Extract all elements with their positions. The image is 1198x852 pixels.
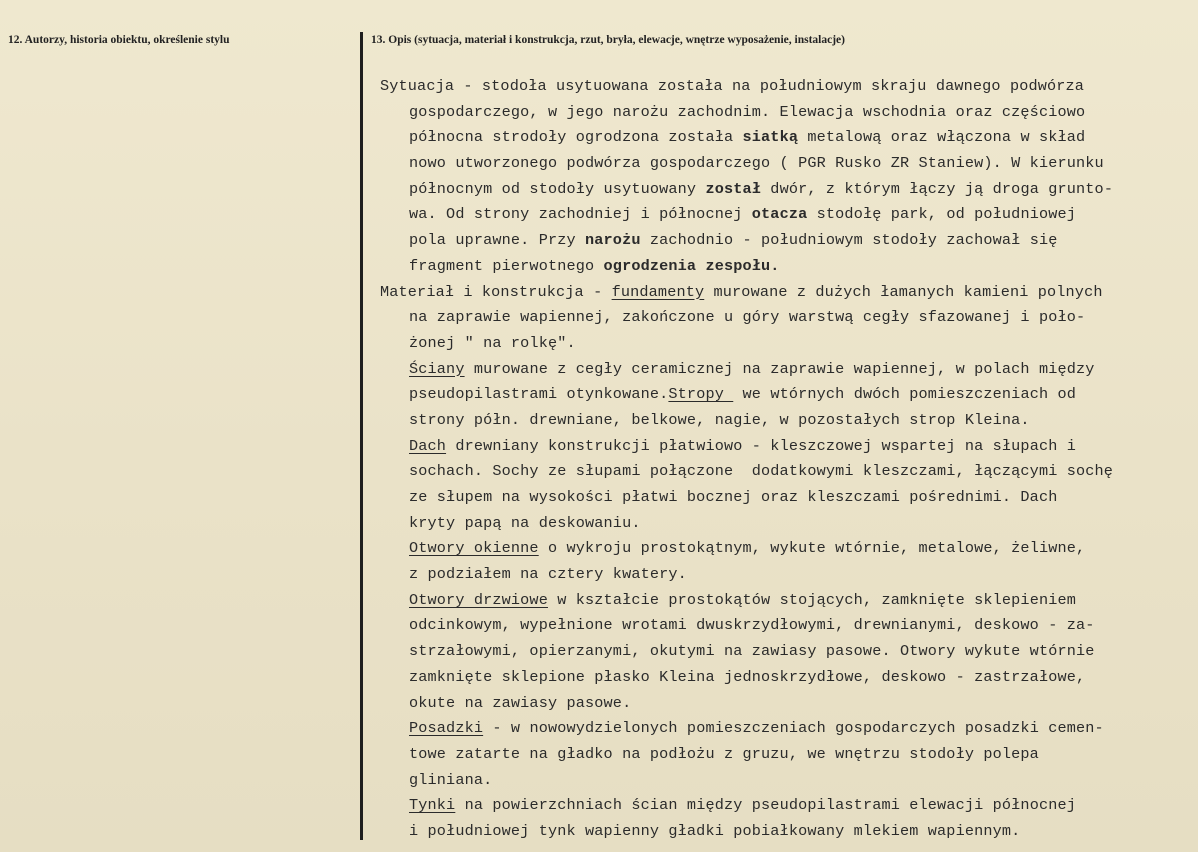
text-segment: murowane z cegły ceramicznej na zaprawie wapiennej, w polach między bbox=[464, 359, 1095, 378]
text-line bbox=[380, 125, 1180, 151]
underlined-term: Otwory drzwiowe bbox=[409, 590, 548, 609]
text-line bbox=[380, 151, 1180, 177]
text-line bbox=[380, 511, 1180, 537]
text-segment: w kształcie prostokątów stojących, zamknięte sklepieniem bbox=[547, 590, 1077, 609]
text-line bbox=[380, 536, 1180, 562]
text-line bbox=[380, 74, 1180, 100]
text-segment: fragment pierwotnego bbox=[409, 256, 604, 275]
text-line bbox=[380, 793, 1180, 819]
text-line bbox=[380, 459, 1180, 485]
text-line bbox=[380, 691, 1180, 717]
text-segment: strzałowymi, opierzanymi, okutymi na zawiasy pasowe. Otwory wykute wtórnie bbox=[409, 642, 1095, 661]
text-segment: północna strodoły ogrodzona została bbox=[409, 128, 743, 147]
text-line bbox=[380, 357, 1180, 383]
text-line bbox=[380, 280, 1180, 306]
text-segment: zamknięte sklepione płasko Kleina jednoskrzydłowe, deskowo - zastrzałowe, bbox=[409, 667, 1086, 686]
text-line bbox=[380, 254, 1180, 280]
text-segment: o wykroju prostokątnym, wykute wtórnie, metalowe, żeliwne, bbox=[538, 539, 1086, 558]
text-line bbox=[380, 819, 1180, 845]
section-12-heading: 12. Autorzy, historia obiektu, określenie stylu bbox=[8, 34, 230, 46]
underlined-term: Otwory okienne bbox=[409, 539, 539, 558]
text-line bbox=[380, 485, 1180, 511]
text-segment: na zaprawie wapiennej, zakończone u góry warstwą cegły sfazowanej i poło- bbox=[409, 308, 1086, 327]
underlined-term: Tynki bbox=[409, 796, 456, 815]
column-divider bbox=[360, 32, 363, 840]
underlined-term: Dach bbox=[409, 436, 447, 455]
text-segment: pseudopilastrami otynkowane. bbox=[409, 385, 669, 404]
underlined-term: Stropy bbox=[668, 385, 734, 404]
text-line bbox=[380, 434, 1180, 460]
text-segment: nowo utworzonego podwórza gospodarczego ( PGR Rusko ZR Staniew). W kierunku bbox=[409, 154, 1104, 173]
text-segment: z podziałem na cztery kwatery. bbox=[409, 565, 687, 584]
text-segment: siatką bbox=[742, 128, 799, 147]
text-segment: - w nowowydzielonych pomieszczeniach gospodarczych posadzki cemen- bbox=[483, 719, 1104, 738]
text-segment: otacza bbox=[751, 205, 808, 224]
section-13-heading: 13. Opis (sytuacja, materiał i konstrukcja, rzut, bryła, elewacje, wnętrze wyposażenie, instalacje) bbox=[371, 34, 845, 46]
text-segment: strony półn. drewniane, belkowe, nagie, w pozostałych strop Kleina. bbox=[409, 410, 1030, 429]
text-segment: żonej " na rolkę". bbox=[409, 333, 576, 352]
text-segment: na powierzchniach ścian między pseudopilastrami elewacji północnej bbox=[455, 796, 1077, 815]
text-segment: drewniany konstrukcji płatwiowo - kleszczowej wspartej na słupach i bbox=[446, 436, 1077, 455]
text-line bbox=[380, 177, 1180, 203]
text-line bbox=[380, 382, 1180, 408]
text-segment: okute na zawiasy pasowe. bbox=[409, 693, 632, 712]
text-segment: murowane z dużych łamanych kamieni polnych bbox=[704, 282, 1103, 301]
text-segment: narożu bbox=[585, 231, 641, 250]
text-segment: we wtórnych dwóch pomieszczeniach od bbox=[733, 385, 1077, 404]
description-text bbox=[380, 74, 1180, 845]
text-segment: Materiał i konstrukcja - bbox=[380, 282, 612, 301]
text-line bbox=[380, 228, 1180, 254]
text-line bbox=[380, 305, 1180, 331]
text-segment: północnym od stodoły usytuowany bbox=[409, 179, 706, 198]
text-segment: gliniana. bbox=[409, 770, 493, 789]
text-line bbox=[380, 613, 1180, 639]
text-line bbox=[380, 716, 1180, 742]
text-line bbox=[380, 768, 1180, 794]
text-line bbox=[380, 665, 1180, 691]
underlined-term: Ściany bbox=[409, 359, 465, 378]
text-segment: metalową oraz włączona w skład bbox=[798, 128, 1086, 147]
text-segment: dwór, z którym łączy ją droga grunto- bbox=[761, 179, 1114, 198]
text-line bbox=[380, 588, 1180, 614]
text-segment: został bbox=[705, 179, 762, 198]
text-segment: odcinkowym, wypełnione wrotami dwuskrzydłowymi, drewnianymi, deskowo - za- bbox=[409, 616, 1095, 635]
underlined-term: Posadzki bbox=[409, 719, 484, 738]
text-line bbox=[380, 100, 1180, 126]
text-segment: Sytuacja - stodoła usytuowana została na południowym skraju dawnego podwórza bbox=[380, 77, 1085, 95]
text-segment: stodołę park, od południowej bbox=[807, 205, 1077, 224]
text-segment: gospodarczego, w jego narożu zachodnim. Elewacja wschodnia oraz częściowo bbox=[409, 102, 1086, 121]
text-segment: wa. Od strony zachodniej i północnej bbox=[409, 205, 752, 224]
underlined-term: fundamenty bbox=[611, 282, 705, 301]
text-line bbox=[380, 408, 1180, 434]
text-segment: kryty papą na deskowaniu. bbox=[409, 513, 641, 532]
text-line bbox=[380, 742, 1180, 768]
text-segment: zachodnio - południowym stodoły zachował się bbox=[640, 231, 1058, 250]
text-segment: pola uprawne. Przy bbox=[409, 231, 586, 250]
text-line bbox=[380, 202, 1180, 228]
text-segment: i południowej tynk wapienny gładki pobiałkowany mlekiem wapiennym. bbox=[409, 821, 1021, 840]
text-segment: ze słupem na wysokości płatwi bocznej oraz kleszczami pośrednimi. Dach bbox=[409, 488, 1058, 506]
text-line bbox=[380, 639, 1180, 665]
text-segment: sochach. Sochy ze słupami połączone dodatkowymi kleszczami, łączącymi sochę bbox=[409, 462, 1114, 481]
text-segment: ogrodzenia zespołu. bbox=[603, 256, 780, 275]
text-line bbox=[380, 562, 1180, 588]
text-segment: towe zatarte na gładko na podłożu z gruzu, we wnętrzu stodoły polepa bbox=[409, 744, 1039, 763]
text-line bbox=[380, 331, 1180, 357]
